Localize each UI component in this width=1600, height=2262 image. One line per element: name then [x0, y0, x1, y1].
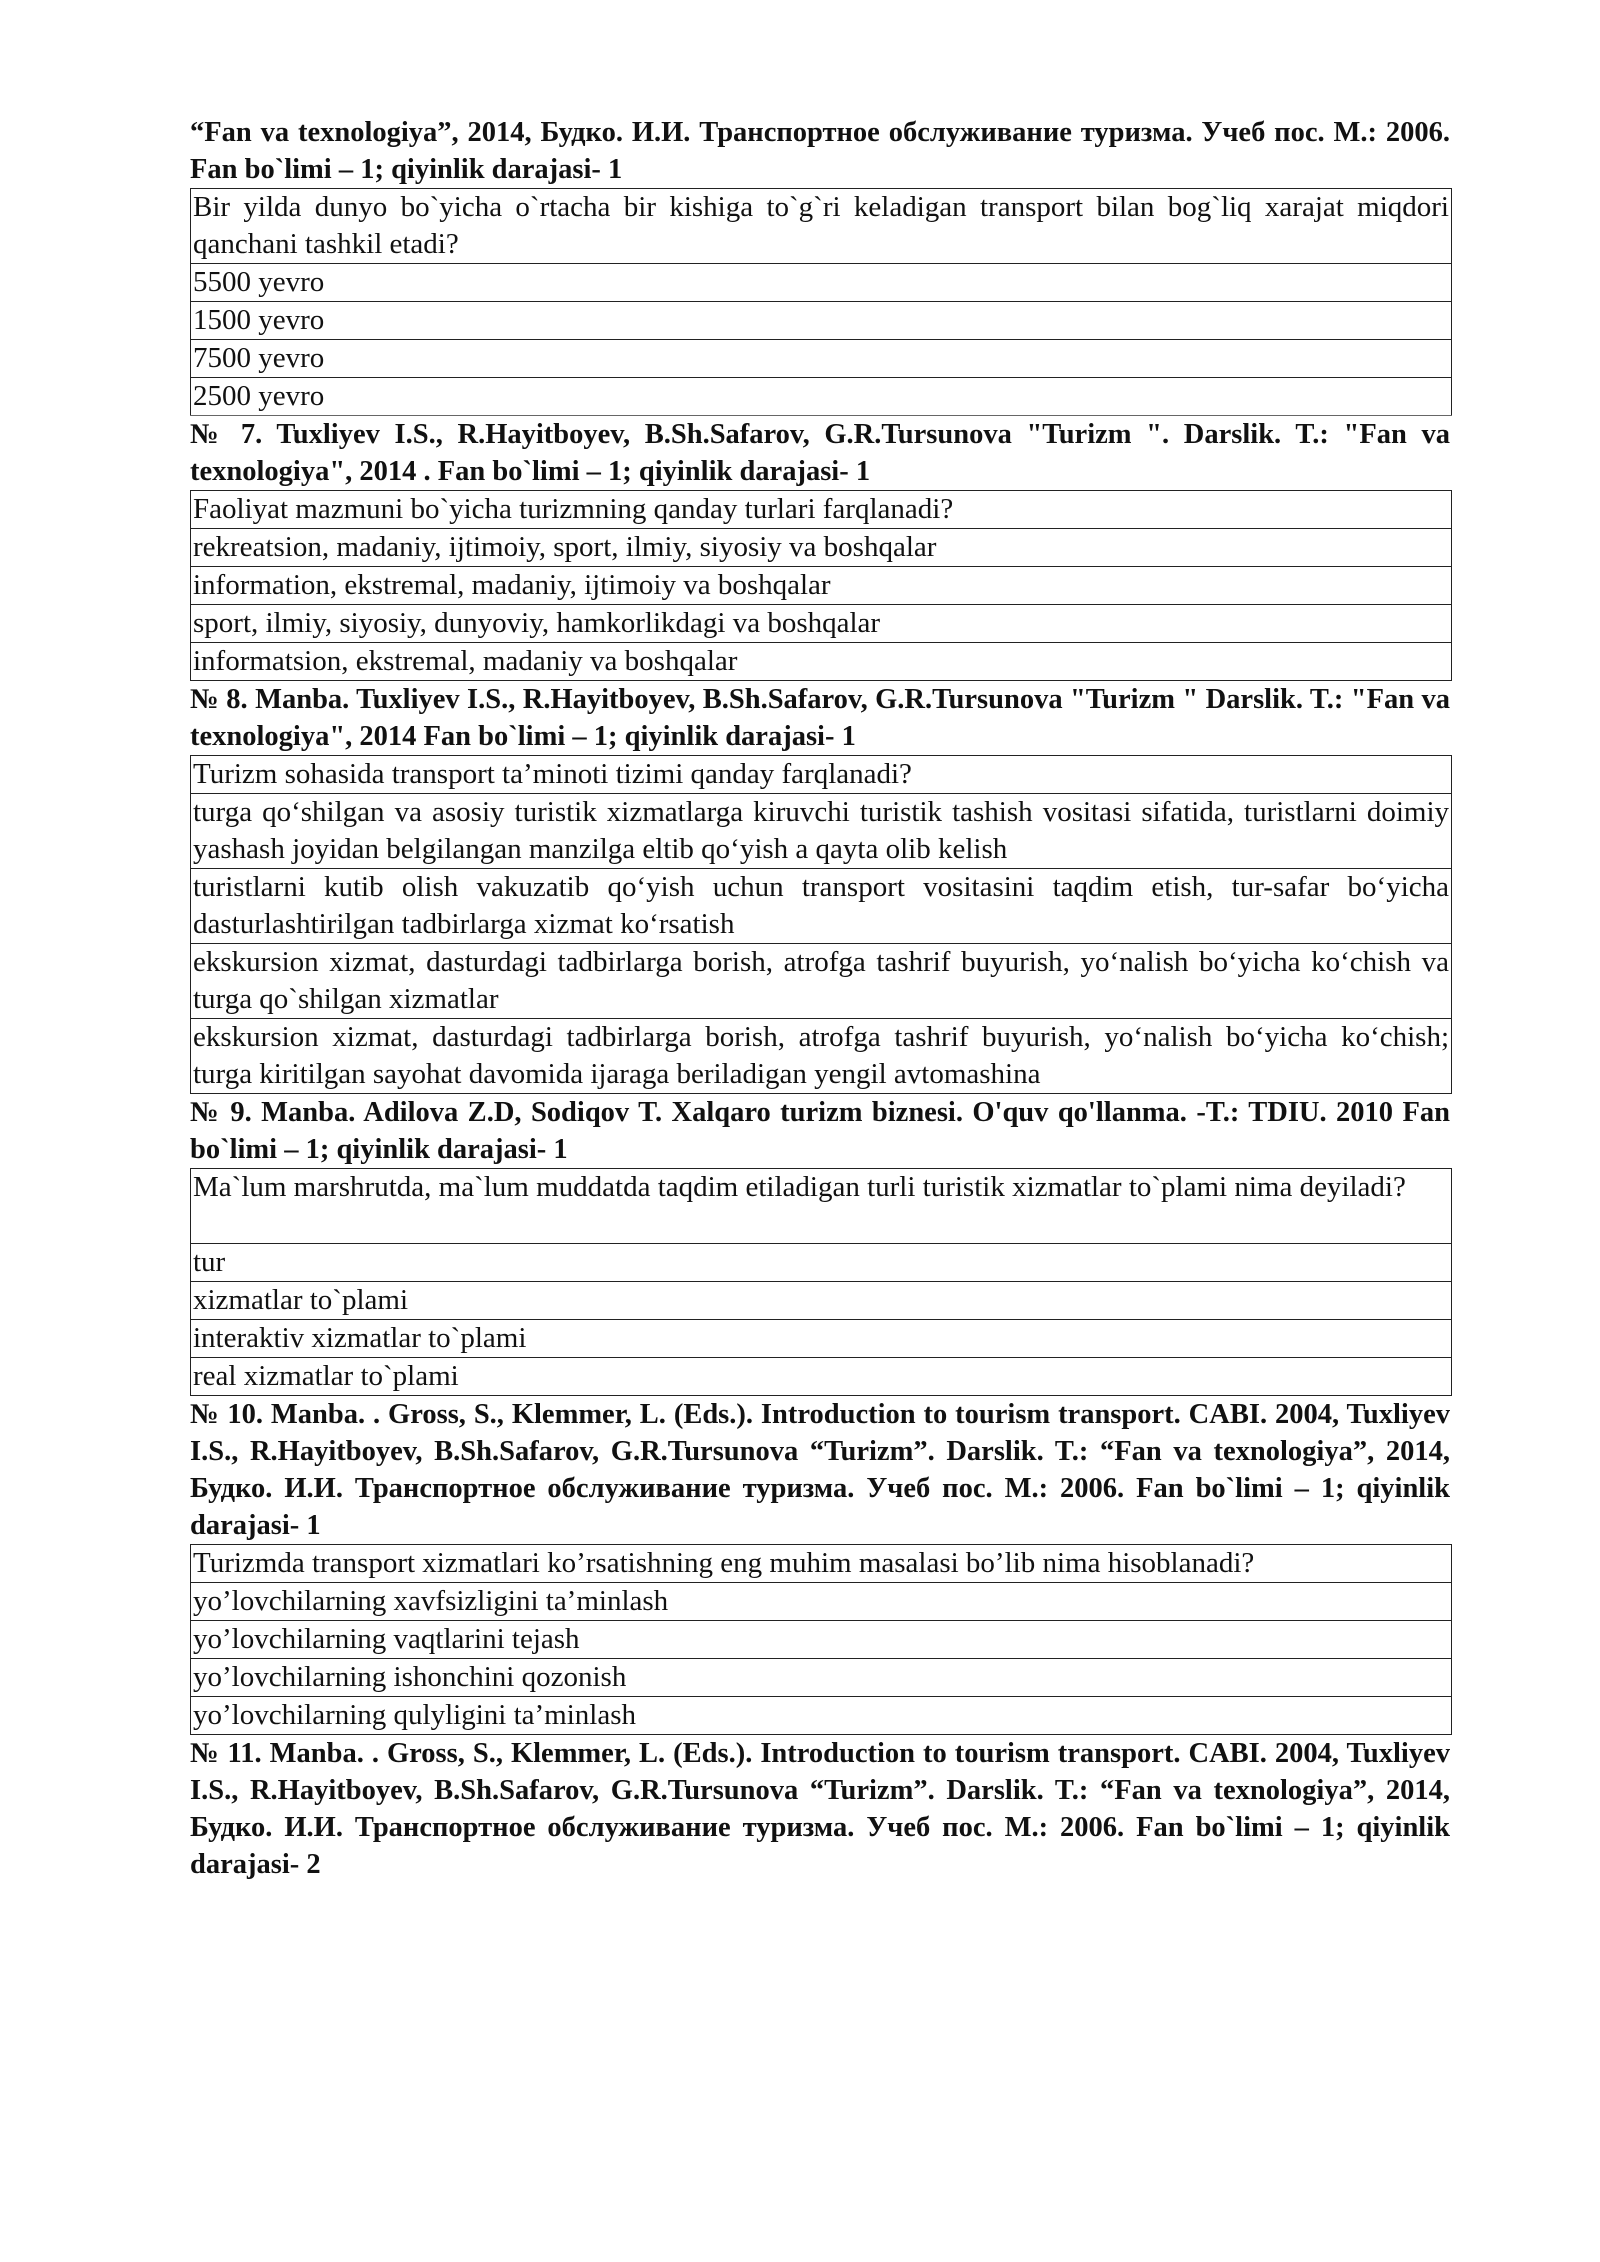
- answer-option: information, ekstremal, madaniy, ijtimoiy va boshqalar: [191, 567, 1452, 605]
- answer-option: turistlarni kutib olish vakuzatib qo‘yish uchun transport vositasini taqdim etish, tur-safar bo‘yicha dasturlashtirilgan tadbirlarga xizmat ko‘rsatish: [191, 869, 1452, 944]
- answer-option: 5500 yevro: [191, 264, 1452, 302]
- document-page: [190, 114, 1450, 1883]
- answer-option: ekskursion xizmat, dasturdagi tadbirlarga borish, atrofga tashrif buyurish, yo‘nalish bo‘yicha ko‘chish va turga qo`shilgan xizmatlar: [191, 944, 1452, 1019]
- answer-option: real xizmatlar to`plami: [191, 1358, 1452, 1396]
- answer-option: interaktiv xizmatlar to`plami: [191, 1320, 1452, 1358]
- question-text: Turizmda transport xizmatlari ko’rsatishning eng muhim masalasi bo’lib nima hisoblanadi?: [191, 1545, 1452, 1583]
- question-text: Faoliyat mazmuni bo`yicha turizmning qanday turlari farqlanadi?: [191, 491, 1452, 529]
- answer-option: 1500 yevro: [191, 302, 1452, 340]
- answer-option: yo’lovchilarning vaqtlarini tejash: [191, 1621, 1452, 1659]
- answer-option: yo’lovchilarning ishonchini qozonish: [191, 1659, 1452, 1697]
- question-text: Turizm sohasida transport ta’minoti tizimi qanday farqlanadi?: [191, 756, 1452, 794]
- question-table: [190, 490, 1452, 681]
- source-heading: № 9. Manba. Adilova Z.D, Sodiqov T. Xalqaro turizm biznesi. O'quv qo'llanma. -T.: TDIU. 2010 Fan bo`limi – 1; qiyinlik darajasi- 1: [190, 1097, 1450, 1165]
- source-heading: № 7. Tuxliyev I.S., R.Hayitboyev, B.Sh.Safarov, G.R.Tursunova "Turizm ". Darslik. T.: "Fan va texnologiya", 2014 . Fan bo`limi – 1; qiyinlik darajasi- 1: [190, 419, 1450, 487]
- question-table: [190, 1544, 1452, 1735]
- answer-option: turga qo‘shilgan va asosiy turistik xizmatlarga kiruvchi turistik tashish vositasi sifatida, turistlarni doimiy yashash joyidan belgilangan manzilga eltib qo‘yish a qayta olib kelish: [191, 794, 1452, 869]
- answer-option: tur: [191, 1244, 1452, 1282]
- answer-option: yo’lovchilarning xavfsizligini ta’minlash: [191, 1583, 1452, 1621]
- source-heading: № 8. Manba. Tuxliyev I.S., R.Hayitboyev, B.Sh.Safarov, G.R.Tursunova "Turizm " Darslik. T.: "Fan va texnologiya", 2014 Fan bo`limi – 1; qiyinlik darajasi- 1: [190, 684, 1450, 752]
- source-heading: “Fan va texnologiya”, 2014, Будко. И.И. Транспортное обслуживание туризма. Учеб пос. М.: 2006. Fan bo`limi – 1; qiyinlik darajasi- 1: [190, 117, 1450, 185]
- answer-option: informatsion, ekstremal, madaniy va boshqalar: [191, 643, 1452, 681]
- answer-option: sport, ilmiy, siyosiy, dunyoviy, hamkorlikdagi va boshqalar: [191, 605, 1452, 643]
- answer-option: 2500 yevro: [191, 378, 1452, 416]
- answer-option: rekreatsion, madaniy, ijtimoiy, sport, ilmiy, siyosiy va boshqalar: [191, 529, 1452, 567]
- question-text: Ma`lum marshrutda, ma`lum muddatda taqdim etiladigan turli turistik xizmatlar to`plami nima deyiladi?: [191, 1169, 1452, 1244]
- question-text: Bir yilda dunyo bo`yicha o`rtacha bir kishiga to`g`ri keladigan transport bilan bog`liq xarajat miqdori qanchani tashkil etadi?: [191, 189, 1452, 264]
- answer-option: 7500 yevro: [191, 340, 1452, 378]
- source-heading: № 10. Manba. . Gross, S., Klemmer, L. (Eds.). Introduction to tourism transport. CABI. 2004, Tuxliyev I.S., R.Hayitboyev, B.Sh.Safarov, G.R.Tursunova “Turizm”. Darslik. T.: “Fan va texnologiya”, 2014, Будко. И.И. Транспортное обслуживание туризма. Учеб пос. М.: 2006. Fan bo`limi – 1; qiyinlik darajasi- 1: [190, 1399, 1450, 1541]
- question-table: [190, 1168, 1452, 1396]
- answer-option: xizmatlar to`plami: [191, 1282, 1452, 1320]
- question-table: [190, 188, 1452, 416]
- answer-option: ekskursion xizmat, dasturdagi tadbirlarga borish, atrofga tashrif buyurish, yo‘nalish bo‘yicha ko‘chish; turga kiritilgan sayohat davomida ijaraga beriladigan yengil avtomashina: [191, 1019, 1452, 1094]
- source-heading: № 11. Manba. . Gross, S., Klemmer, L. (Eds.). Introduction to tourism transport. CABI. 2004, Tuxliyev I.S., R.Hayitboyev, B.Sh.Safarov, G.R.Tursunova “Turizm”. Darslik. T.: “Fan va texnologiya”, 2014, Будко. И.И. Транспортное обслуживание туризма. Учеб пос. М.: 2006. Fan bo`limi – 1; qiyinlik darajasi- 2: [190, 1738, 1450, 1880]
- answer-option: yo’lovchilarning qulyligini ta’minlash: [191, 1697, 1452, 1735]
- question-table: [190, 755, 1452, 1094]
